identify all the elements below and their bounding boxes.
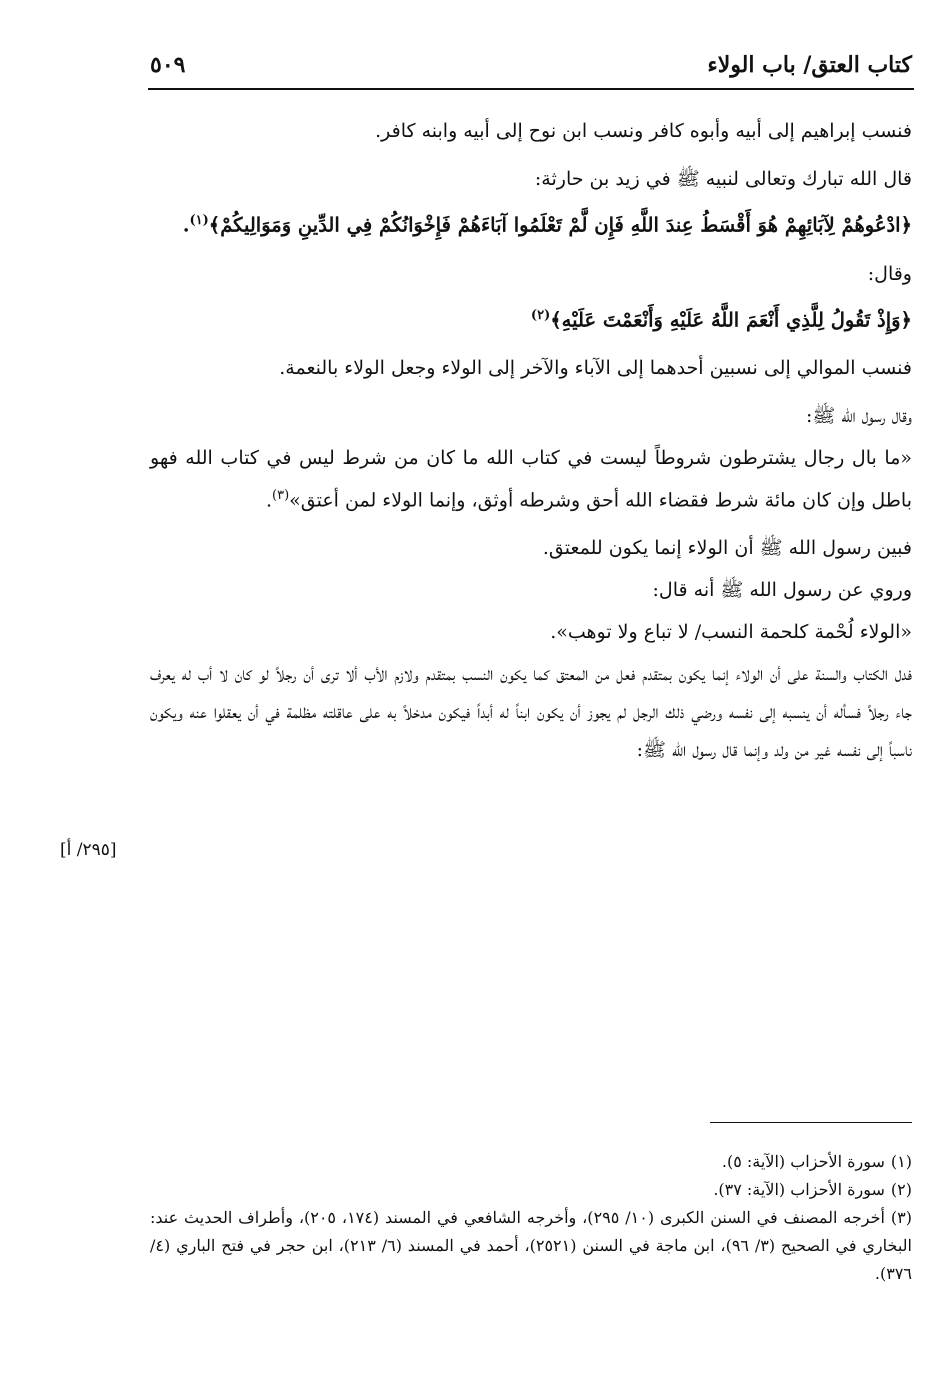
footnote-ref-2: (٢) bbox=[530, 307, 551, 323]
paragraph-6: فنسب الموالي إلى نسبين أحدهما إلى الآباء والآخر إلى الولاء وجعل الولاء بالنعمة. bbox=[279, 357, 912, 379]
footnote-2: (٢)سورة الأحزاب (الآية: ٣٧). bbox=[713, 1180, 912, 1199]
footnote-divider bbox=[710, 1122, 912, 1123]
header-divider bbox=[148, 88, 914, 90]
paragraph-1: فنسب إبراهيم إلى أبيه وأبوه كافر ونسب ابن نوح إلى أبيه وابنه كافر. bbox=[375, 120, 912, 142]
manuscript-folio-marker: [٢٩٥/ أ] bbox=[60, 840, 117, 860]
footnotes bbox=[150, 1148, 912, 1288]
footnote-1: (١)سورة الأحزاب (الآية: ٥). bbox=[721, 1152, 912, 1171]
main-text bbox=[150, 112, 912, 779]
page-number: ٥٠٩ bbox=[150, 52, 186, 78]
paragraph-9: فبين رسول الله ﷺ أن الولاء إنما يكون للمعتق. bbox=[542, 537, 912, 560]
quran-verse-1: ﴿ادْعُوهُمْ لِآبَائِهِمْ هُوَ أَقْسَطُ عِندَ اللَّهِ فَإِن لَّمْ تَعْلَمُوا آبَاءَهُمْ فَإِخْوَانُكُمْ فِي الدِّينِ وَمَوَالِيكُمْ﴾$^{(١)}$. bbox=[182, 213, 912, 237]
hadith-2: «الولاء لُحْمة كلحمة النسب/ لا تباع ولا توهب». bbox=[550, 621, 912, 644]
paragraph-12: فدل الكتاب والسنة على أن الولاء إنما يكون بمتقدم فعل من المعتق كما يكون النسب بمتقدم ولازم الأب ألا ترى أن رجلاً لو كان لا أب له يعرف جاء رجلاً فسأله أن ينسبه إلى نفسه ورضي ذلك الرجل لم يجوز أن يكون ابناً له أبداً فيكون مدخلاً به على عاقلته مظلمة في أن يعقلوا عنه ويكون ناسباً إلى نفسه غير من ولد وإنما قال رسول الله ﷺ: bbox=[150, 663, 912, 762]
paragraph-4: وقال: bbox=[867, 262, 912, 285]
paragraph-7: وقال رسول الله ﷺ: bbox=[806, 405, 912, 427]
paragraph-2: قال الله تبارك وتعالى لنبيه ﷺ في زيد بن حارثة: bbox=[534, 168, 912, 190]
paragraph-10: وروي عن رسول الله ﷺ أنه قال: bbox=[652, 579, 912, 602]
footnote-ref-3: (٣) bbox=[272, 488, 290, 503]
footnote-ref-1: (١) bbox=[189, 213, 209, 228]
running-header bbox=[150, 48, 912, 88]
hadith-1: «ما بال رجال يشترطون شروطاً ليست في كتاب الله ما كان من شرط ليس في كتاب الله فهو باطل وإن كان مائة شرط فقضاء الله أحق وشرطه أوثق، وإنما الولاء لمن أعتق»$^{(٣)}$. bbox=[150, 447, 912, 512]
footnote-3: (٣)أخرجه المصنف في السنن الكبرى (١٠/ ٢٩٥)، وأخرجه الشافعي في المسند (١٧٤، ٢٠٥)، وأطراف الحديث عند: البخاري في الصحيح (٣/ ٩٦)، ابن ماجة في السنن (٢٥٢١)، أحمد في المسند (٦/ ٢١٣)، ابن حجر في فتح الباري (٤/ ٣٧٦). bbox=[150, 1208, 913, 1283]
chapter-title: كتاب العتق/ باب الولاء bbox=[707, 52, 912, 78]
quran-verse-2: ﴿وَإِذْ تَقُولُ لِلَّذِي أَنْعَمَ اللَّهُ عَلَيْهِ وَأَنْعَمْتَ عَلَيْهِ﴾$^{(٢)}$ bbox=[530, 307, 912, 331]
